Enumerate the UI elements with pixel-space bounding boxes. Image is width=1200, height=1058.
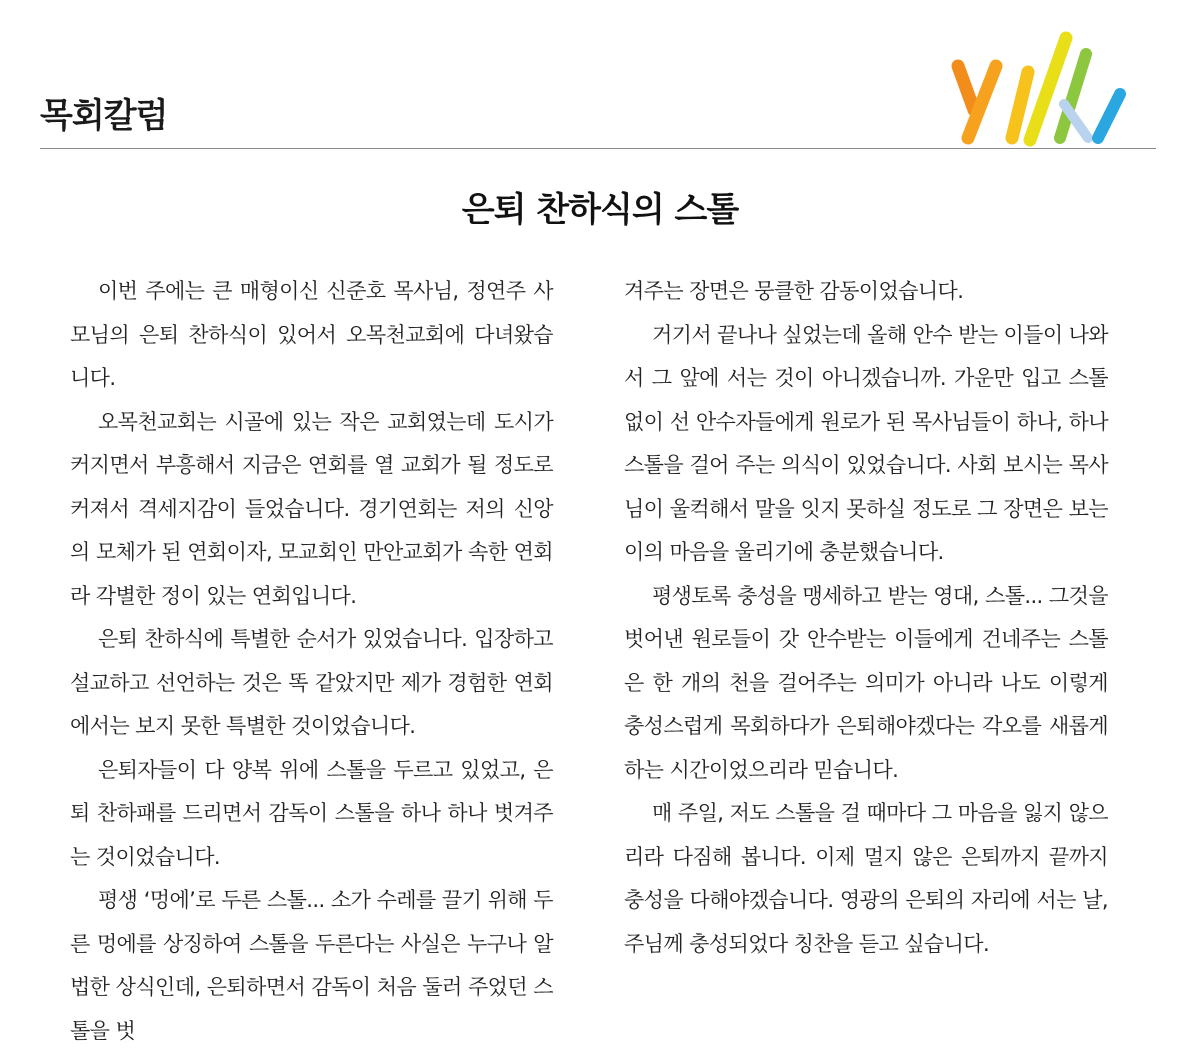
paragraph: 거기서 끝나나 싶었는데 올해 안수 받는 이들이 나와서 그 앞에 서는 것이 아니겠습니까. 가운만 입고 스톨 없이 선 안수자들에게 원로가 된 목사님들이 하나, 하나 스톨을 걸어 주는 의식이 있었습니다. 사회 보시는 목사님이 울컥해서 말을 잇지 못하실 정도로 그 장면은 보는 이의 마음을 울리기에 충분했습니다.: [624, 322, 1108, 564]
paragraph: 은퇴 찬하식에 특별한 순서가 있었습니다. 입장하고 설교하고 선언하는 것은 똑 같았지만 제가 경험한 연회에서는 보지 못한 특별한 것이었습니다.: [70, 627, 553, 738]
paragraph-continued: 겨주는 장면은 뭉클한 감동이었습니다.: [624, 279, 964, 303]
logo-stripe-blue-2: [1098, 94, 1120, 138]
logo-graphic: [948, 26, 1128, 150]
paragraph: 은퇴자들이 다 양복 위에 스톨을 두르고 있었고, 은퇴 찬하패를 드리면서 감독이 스톨을 하나 하나 벗겨주는 것이었습니다.: [70, 757, 553, 869]
page-header: [40, 0, 1156, 149]
section-label: 목회칼럼: [40, 96, 168, 136]
article-title: 은퇴 찬하식의 스톨: [461, 190, 739, 230]
paragraph: 오목천교회는 시골에 있는 작은 교회였는데 도시가 커지면서 부흥해서 지금은 연회를 열 교회가 될 정도로 커져서 격세지감이 들었습니다. 경기연회는 저의 신앙의 모체가 된 연회이자, 모교회인 만안교회가 속한 연회라 각별한 정이 있는 연회입니다.: [70, 409, 553, 608]
logo-stripe-yellow-1: [1012, 72, 1028, 138]
paragraph: 이번 주에는 큰 매형이신 신준호 목사님, 정연주 사모님의 은퇴 찬하식이 있어서 오목천교회에 다녀왔습니다.: [70, 279, 553, 390]
article-right-column: [624, 270, 1108, 966]
paragraph: 평생 ‘멍에’로 두른 스톨... 소가 수레를 끌기 위해 두른 멍에를 상징하여 스톨을 두른다는 사실은 누구나 알 법한 상식인데, 은퇴하면서 감독이 처음 둘러 주었던 스톨을 벗: [70, 888, 553, 1043]
paragraph: 평생토록 충성을 맹세하고 받는 영대, 스톨... 그것을 벗어낸 원로들이 갓 안수받는 이들에게 건네주는 스톨은 한 개의 천을 걸어주는 의미가 아니라 나도 이렇게 충성스럽게 목회하다가 은퇴해야겠다는 각오를 새롭게 하는 시간이었으리라 믿습니다.: [624, 583, 1108, 782]
paragraph: 매 주일, 저도 스톨을 걸 때마다 그 마음을 잃지 않으리라 다짐해 봅니다. 이제 멀지 않은 은퇴까지 끝까지 충성을 다해야겠습니다. 영광의 은퇴의 자리에 서는 날, 주님께 충성되었다 칭찬을 듣고 싶습니다.: [624, 801, 1108, 956]
colorful-stripes-logo: [948, 26, 1128, 150]
article-left-column: [70, 270, 553, 1053]
logo-stripe-orange-1: [958, 66, 974, 110]
